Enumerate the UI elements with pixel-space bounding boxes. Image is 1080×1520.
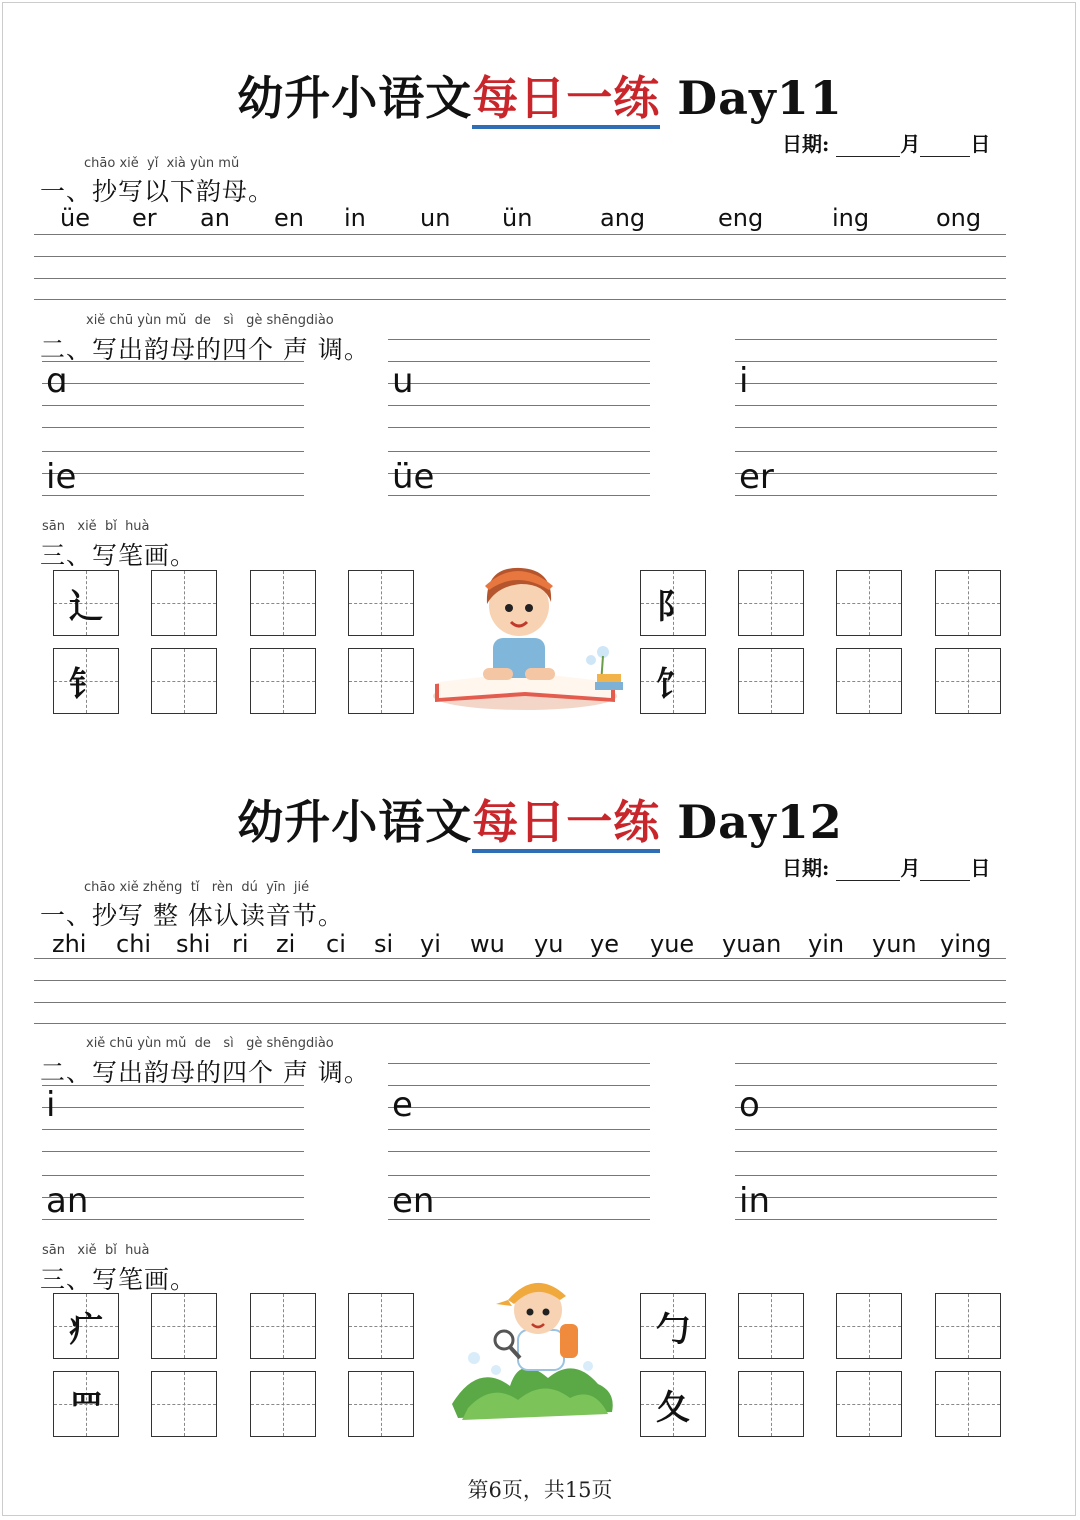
vowel-label: o <box>739 1085 760 1125</box>
vowel-label: ie <box>46 457 77 497</box>
tone-line[interactable] <box>735 451 997 452</box>
stroke-model-box <box>53 648 119 714</box>
write-line[interactable] <box>34 958 1006 959</box>
write-line[interactable] <box>34 256 1006 257</box>
day12-syllables-row <box>0 930 1080 960</box>
sec1-heading: 一、抄写以下韵母。 <box>40 177 275 206</box>
final-item: üe <box>60 204 90 232</box>
tone-line[interactable] <box>388 1129 650 1130</box>
title-day: Day12 <box>677 795 843 849</box>
tianzige-box[interactable] <box>250 1293 316 1359</box>
sec2-heading: 二、写出韵母的四个 声 调。 <box>40 335 370 364</box>
final-item: an <box>200 204 230 232</box>
tone-line[interactable] <box>42 495 304 496</box>
syllable-item: yun <box>872 930 917 958</box>
vowel-label: i <box>46 1085 56 1125</box>
tone-line[interactable] <box>735 1063 997 1064</box>
sec3-heading: 三、写笔画。 <box>40 541 197 570</box>
month-blank[interactable] <box>836 138 900 157</box>
tianzige-box[interactable] <box>151 570 217 636</box>
syllable-item: chi <box>116 930 152 958</box>
final-item: ang <box>600 204 646 232</box>
syllable-item: ri <box>232 930 249 958</box>
vowel-label: in <box>739 1181 770 1221</box>
tianzige-box[interactable] <box>836 1293 902 1359</box>
boy-explorer-illustration <box>448 1274 618 1426</box>
sec2-heading: 二、写出韵母的四个 声 调。 <box>40 1058 370 1087</box>
title-red: 每日一练 <box>472 71 660 129</box>
tone-line[interactable] <box>735 1129 997 1130</box>
vowel-label: en <box>392 1181 435 1221</box>
stroke-model-box <box>53 1371 119 1437</box>
write-line[interactable] <box>34 299 1006 300</box>
month-label: 月 <box>900 856 921 880</box>
final-item: er <box>132 204 157 232</box>
stroke-model-box <box>53 1293 119 1359</box>
day12-title <box>0 786 1080 852</box>
tianzige-box[interactable] <box>250 570 316 636</box>
month-blank[interactable] <box>836 862 900 881</box>
stroke-char: 辶 <box>69 586 103 627</box>
date-label: 日期: <box>782 856 830 880</box>
vowel-label: üe <box>392 457 435 497</box>
syllable-item: shi <box>176 930 211 958</box>
write-line[interactable] <box>34 1023 1006 1024</box>
tianzige-box[interactable] <box>738 648 804 714</box>
stroke-char: 饣 <box>656 664 690 705</box>
tone-line[interactable] <box>388 451 650 452</box>
tone-line[interactable] <box>388 1107 650 1108</box>
syllable-item: si <box>374 930 394 958</box>
tianzige-box[interactable] <box>348 1293 414 1359</box>
sec3-pinyin: sān xiě bǐ huà <box>42 519 150 534</box>
tone-line[interactable] <box>42 361 304 362</box>
stroke-char: 夂 <box>656 1387 690 1428</box>
tone-line[interactable] <box>388 339 650 340</box>
syllable-item: zi <box>276 930 296 958</box>
tone-line[interactable] <box>388 361 650 362</box>
date-label: 日期: <box>782 132 830 156</box>
stroke-model-box <box>640 570 706 636</box>
write-line[interactable] <box>34 1002 1006 1003</box>
day-label: 日 <box>970 132 991 156</box>
title-red: 每日一练 <box>472 795 660 853</box>
final-item: ong <box>936 204 982 232</box>
tone-line[interactable] <box>735 473 997 474</box>
title-black: 幼升小语文 <box>237 71 473 125</box>
vowel-label: ɑ <box>46 361 68 401</box>
tianzige-box[interactable] <box>151 648 217 714</box>
tone-line[interactable] <box>735 361 997 362</box>
tone-line[interactable] <box>388 383 650 384</box>
stroke-char: 勹 <box>656 1309 690 1350</box>
syllable-item: ying <box>940 930 992 958</box>
write-line[interactable] <box>34 234 1006 235</box>
stroke-char: 疒 <box>69 1309 103 1350</box>
sec3-heading: 三、写笔画。 <box>40 1265 197 1294</box>
sec3-pinyin: sān xiě bǐ huà <box>42 1243 150 1258</box>
syllable-item: ci <box>326 930 346 958</box>
write-line[interactable] <box>34 278 1006 279</box>
final-item: ing <box>832 204 870 232</box>
tianzige-box[interactable] <box>935 1371 1001 1437</box>
sec2-pinyin: xiě chū yùn mǔ de sì gè shēngdiào <box>86 313 334 328</box>
sec1-pinyin: chāo xiě zhěng tǐ rèn dú yīn jié <box>84 880 310 895</box>
sec1-pinyin: chāo xiě yǐ xià yùn mǔ <box>84 156 240 171</box>
tianzige-box[interactable] <box>250 1371 316 1437</box>
vowel-label: e <box>392 1085 413 1125</box>
write-line[interactable] <box>34 980 1006 981</box>
tone-line[interactable] <box>735 427 997 428</box>
tone-line[interactable] <box>735 1197 997 1198</box>
final-item: in <box>344 204 366 232</box>
tianzige-box[interactable] <box>151 1371 217 1437</box>
tianzige-box[interactable] <box>151 1293 217 1359</box>
syllable-item: yuan <box>722 930 782 958</box>
month-label: 月 <box>900 132 921 156</box>
tianzige-box[interactable] <box>738 570 804 636</box>
day-label: 日 <box>970 856 991 880</box>
syllable-item: ye <box>590 930 619 958</box>
tianzige-box[interactable] <box>935 648 1001 714</box>
tianzige-box[interactable] <box>836 570 902 636</box>
tone-line[interactable] <box>735 405 997 406</box>
final-item: ün <box>502 204 533 232</box>
vowel-label: an <box>46 1181 89 1221</box>
stroke-model-box <box>640 1371 706 1437</box>
stroke-char: 钅 <box>69 664 103 705</box>
tone-line[interactable] <box>42 427 304 428</box>
tianzige-box[interactable] <box>836 648 902 714</box>
day-blank[interactable] <box>920 862 970 881</box>
sec2-pinyin: xiě chū yùn mǔ de sì gè shēngdiào <box>86 1036 334 1051</box>
syllable-item: yu <box>534 930 564 958</box>
tianzige-box[interactable] <box>250 648 316 714</box>
sec1-heading: 一、抄写 整 体认读音节。 <box>40 901 344 930</box>
tone-line[interactable] <box>42 1107 304 1108</box>
tone-line[interactable] <box>42 473 304 474</box>
girl-reading-illustration <box>425 556 635 716</box>
page-footer: 第6页，共15页 <box>467 1478 613 1502</box>
tone-line[interactable] <box>388 427 650 428</box>
stroke-char: 罒 <box>69 1387 103 1428</box>
tianzige-box[interactable] <box>348 570 414 636</box>
tone-line[interactable] <box>388 1175 650 1176</box>
tone-line[interactable] <box>42 383 304 384</box>
tone-line[interactable] <box>735 339 997 340</box>
stroke-model-box <box>640 648 706 714</box>
tone-line[interactable] <box>388 1063 650 1064</box>
tianzige-box[interactable] <box>935 1293 1001 1359</box>
vowel-label: i <box>739 361 749 401</box>
tianzige-box[interactable] <box>348 648 414 714</box>
final-item: en <box>274 204 304 232</box>
tone-line[interactable] <box>735 1151 997 1152</box>
stroke-model-box <box>640 1293 706 1359</box>
tone-line[interactable] <box>735 1085 997 1086</box>
tone-line[interactable] <box>42 1175 304 1176</box>
tone-line[interactable] <box>735 383 997 384</box>
tone-line[interactable] <box>388 1085 650 1086</box>
tone-line[interactable] <box>42 1129 304 1130</box>
syllable-item: wu <box>470 930 505 958</box>
tone-line[interactable] <box>735 1219 997 1220</box>
tianzige-box[interactable] <box>836 1371 902 1437</box>
vowel-label: u <box>392 361 414 401</box>
tianzige-box[interactable] <box>935 570 1001 636</box>
day12-date <box>782 852 990 881</box>
tianzige-box[interactable] <box>738 1371 804 1437</box>
syllable-item: zhi <box>52 930 87 958</box>
day11-finals-row <box>0 204 1080 234</box>
tianzige-box[interactable] <box>738 1293 804 1359</box>
tone-line[interactable] <box>388 405 650 406</box>
stroke-char: 阝 <box>656 586 690 627</box>
stroke-model-box <box>53 570 119 636</box>
tone-line[interactable] <box>42 1085 304 1086</box>
day11-title <box>0 62 1080 128</box>
tone-line[interactable] <box>735 495 997 496</box>
syllable-item: yin <box>808 930 845 958</box>
tone-line[interactable] <box>735 1175 997 1176</box>
vowel-label: er <box>739 457 774 497</box>
final-item: un <box>420 204 451 232</box>
final-item: eng <box>718 204 764 232</box>
tone-line[interactable] <box>388 1151 650 1152</box>
title-black: 幼升小语文 <box>237 795 473 849</box>
tone-line[interactable] <box>42 1151 304 1152</box>
tone-line[interactable] <box>42 451 304 452</box>
tone-line[interactable] <box>735 1107 997 1108</box>
syllable-item: yue <box>650 930 695 958</box>
tone-line[interactable] <box>42 405 304 406</box>
title-day: Day11 <box>677 71 843 125</box>
tianzige-box[interactable] <box>348 1371 414 1437</box>
syllable-item: yi <box>420 930 441 958</box>
day11-date <box>782 128 990 157</box>
day-blank[interactable] <box>920 138 970 157</box>
